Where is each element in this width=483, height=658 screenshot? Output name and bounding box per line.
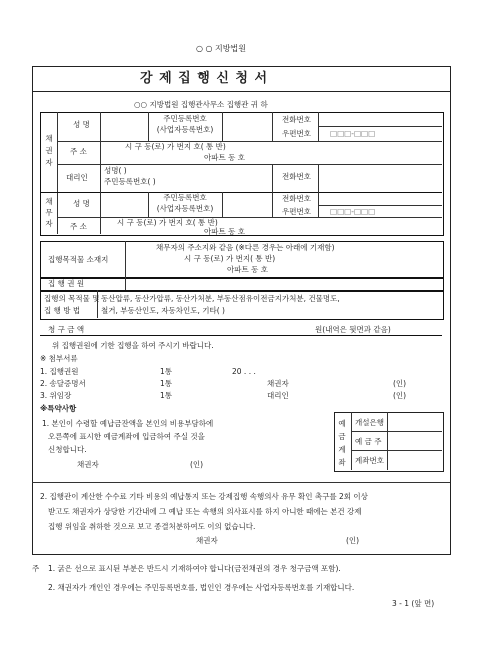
special-p1-seal: (인) (190, 460, 204, 469)
debtor-id-label: 주민등록번호 (사업자등록번호) (156, 193, 214, 213)
title-of-execution-label: 집 행 권 원 (48, 279, 85, 288)
debtor-section-label: 채 무 자 (45, 197, 53, 228)
agent-label: 대리인 (66, 173, 88, 182)
agent-phone-label: 전화번호 (282, 172, 311, 181)
attach-3-seal: (인) (393, 391, 407, 400)
debtor-addr-line1: 시 구 동(로) 가 번지 호( 통 반) (117, 218, 218, 227)
form-title: 강 제 집 행 신 청 서 (140, 71, 269, 86)
note-1: 1. 굵은 선으로 표시된 부분은 반드시 기재하여야 합니다(금전채권의 경우 청구금액 포함). (48, 564, 341, 573)
creditor-name-label: 성 명 (73, 120, 90, 129)
para2-line1: 2. 집행관이 계산한 수수료 기타 비용의 예납통지 또는 강제집행 속행의사 유무 확인 촉구를 2회 이상 (40, 492, 368, 501)
debtor-postal-label: 우편번호 (282, 207, 311, 216)
account-holder-label: 예 금 주 (355, 437, 382, 446)
special-header: ※특약사항 (40, 404, 77, 413)
special-p1-line2: 오른쪽에 표시한 예금계좌에 입금하여 주실 것을 (48, 432, 205, 441)
para2-seal: (인) (346, 536, 360, 545)
debtor-addr-label: 주 소 (70, 222, 87, 231)
special-p1-line1: 1. 본인이 수령할 예납금잔액을 본인의 비용부담하에 (42, 419, 214, 428)
claim-suffix: 원(내역은 뒷면과 같음) (315, 325, 391, 334)
creditor-postal-label: 우편번호 (282, 129, 311, 138)
agent-name: 성명( ) (104, 166, 127, 175)
attach-3-qty: 1통 (160, 391, 173, 400)
debtor-addr-line2: 아파트 동 호 (204, 227, 245, 236)
debtor-name-label: 성 명 (73, 199, 90, 208)
method-label-1: 집행의 목적물 및 (44, 294, 100, 303)
attach-1-name: 1. 집행권원 (40, 367, 79, 376)
target-label: 집행목적물 소재지 (48, 255, 109, 264)
attach-2-seal: (인) (393, 379, 407, 388)
creditor-id-label: 주민등록번호 (사업자등록번호) (156, 114, 214, 134)
attach-2-signer: 채권자 (267, 379, 289, 388)
creditor-postal-boxes[interactable]: □□□-□□□ (330, 129, 376, 138)
method-line1: 동산압류, 동산가압류, 동산가처분, 부동산점유이전금지가처분, 건물명도, (101, 294, 340, 303)
special-p1-line3: 신청합니다. (48, 445, 87, 454)
method-line2: 철거, 부동산인도, 자동차인도, 기타( ) (101, 306, 225, 315)
court-header: ○ ○ 지방법원 (196, 44, 246, 53)
note-2: 2. 채권자가 개인인 경우에는 주민등록번호를, 법인인 경우에는 사업자등록번호를 기재합니다. (48, 583, 355, 592)
attach-1-qty: 1통 (160, 367, 173, 376)
creditor-addr-line1: 시 구 동(로) 가 번지 호( 통 반) (125, 142, 226, 151)
notes-prefix: 주 (32, 564, 40, 573)
para2-line2: 받고도 채권자가 상당한 기간내에 그 예납 또는 속행의 의사표시를 하지 아니한 때에는 본건 강제 (48, 507, 362, 516)
account-number-label: 계좌번호 (355, 456, 384, 465)
method-label-2: 집 행 방 법 (44, 306, 81, 315)
account-side-label: 예 금 계 좌 (338, 419, 346, 468)
agent-id: 주민등록번호( ) (104, 177, 156, 186)
creditor-phone-label: 전화번호 (282, 115, 311, 124)
creditor-addr-line2: 아파트 동 호 (204, 153, 245, 162)
target-line1: 채무자의 주소지와 같음 (※다른 경우는 아래에 기재함) (156, 243, 335, 252)
target-line3: 아파트 동 호 (227, 265, 268, 274)
attach-3-name: 3. 위임장 (40, 391, 72, 400)
target-line2: 시 구 동(로) 가 번지( 통 반) (184, 254, 276, 263)
page-number: 3 - 1 (앞 면) (392, 599, 435, 608)
debtor-postal-boxes[interactable]: □□□-□□□ (330, 207, 376, 216)
attachments-header: ※ 첨부서류 (40, 354, 78, 363)
attach-2-name: 2. 송달증명서 (40, 379, 86, 388)
attach-2-qty: 1통 (160, 379, 173, 388)
account-bank-label: 개설은행 (355, 418, 384, 427)
attach-1-date: 20 . . . (232, 367, 256, 376)
request-text: 위 집행권원에 기한 집행을 하여 주시기 바랍니다. (52, 341, 214, 350)
para2-signer: 채권자 (196, 536, 218, 545)
creditor-section-label: 채 권 자 (45, 134, 53, 167)
claim-label: 청 구 금 액 (48, 325, 85, 334)
attach-3-signer: 대리인 (267, 391, 289, 400)
debtor-phone-label: 전화번호 (282, 194, 311, 203)
creditor-addr-label: 주 소 (70, 147, 87, 156)
para2-line3: 집행 위임을 취하한 것으로 보고 종결처분하여도 이의 없습니다. (48, 522, 256, 531)
special-p1-signer: 채권자 (77, 460, 99, 469)
addressee-line: ○○ 지방법원 집행관사무소 집행관 귀 하 (134, 100, 268, 109)
